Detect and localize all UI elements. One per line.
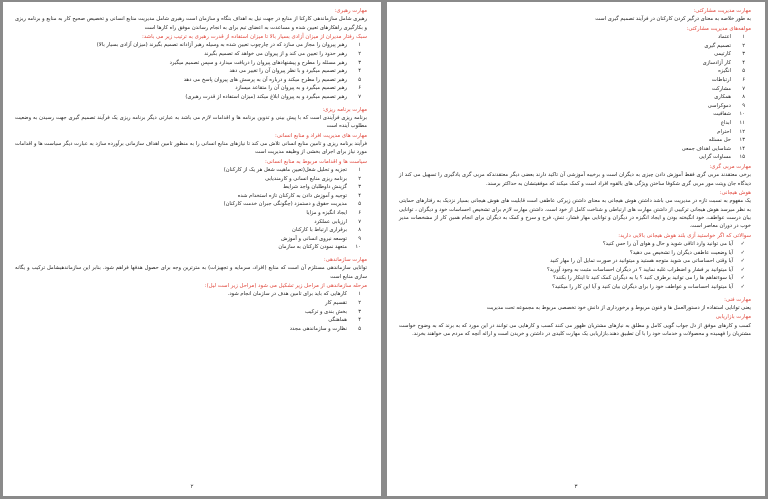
list-item-number: ۸ <box>742 94 745 101</box>
list-item-number: ۱ <box>742 34 745 41</box>
list-item <box>399 274 751 283</box>
list-item-number: ۱۲ <box>739 128 745 135</box>
list-item-number: ۳ <box>742 51 745 58</box>
ei-questions-list <box>399 240 751 292</box>
list-item-text: رهبر مسئله را مطرح و پیشنهادهای پیروان را دریافت میدارد و سپس تصمیم میگیرد <box>169 59 347 66</box>
list-item <box>399 102 751 111</box>
list-item-text: مساوات گرایی <box>698 154 731 161</box>
check-icon: ✓ <box>740 258 745 265</box>
list-item-number: ۵ <box>358 76 361 83</box>
list-item-text: ایجاد انگیزه و مزایا <box>306 209 347 216</box>
list-item <box>399 249 751 258</box>
list-item-text: همکاری <box>714 94 731 101</box>
list-item-number: ۱۵ <box>739 154 745 161</box>
check-icon: ✓ <box>740 275 745 282</box>
planning-heading: مهارت برنامه ریزی: <box>322 106 367 113</box>
coaching-heading: مهارت مربی گری: <box>709 164 751 171</box>
list-item-number: ۱ <box>358 42 361 49</box>
list-item <box>399 42 751 51</box>
list-item <box>15 308 367 317</box>
list-item-text: تصمیم گیری <box>704 42 731 49</box>
list-item <box>399 110 751 119</box>
list-item-number: ۲ <box>358 175 361 182</box>
list-item-text: نظارت و سازماندهی مجدد <box>289 325 347 332</box>
list-item <box>15 218 367 227</box>
list-item <box>15 209 367 218</box>
list-item <box>399 145 751 154</box>
list-item <box>15 59 367 68</box>
list-item-text: تقسیم کار <box>325 299 347 306</box>
list-item-number: ۵ <box>358 325 361 332</box>
check-icon: ✓ <box>740 283 745 290</box>
list-item-text: توجیه و آموزش دادن به کارکنان تازه استخدام شده <box>237 192 347 199</box>
list-item-text: مشارکت <box>711 85 731 92</box>
list-item-number: ۱۰ <box>355 244 361 251</box>
list-item-number: ۹ <box>358 235 361 242</box>
list-item <box>399 128 751 137</box>
list-item-number: ۴ <box>358 68 361 75</box>
marketing-text: کسب و کارهای موفق از دل جواب گویی کامل و مطلق به نیازهای مشتریان ظهور می کنند کسب و کارهایی می توانند در این مورد که به برند که به وضوح خواست مشتریان را فهمیده و محصولات و خدمات خود را با آن تطبیق دهند.بازاریابی یک مهارت کلیدی در داشتن و خریدن است و ارائه آنچه که مردم می خواهند بخرند. <box>399 322 751 337</box>
list-item <box>15 84 367 93</box>
list-item <box>15 290 367 299</box>
hr-policies-heading: سیاست ها و اقدامات مربوط به منابع انسانی: <box>265 158 367 165</box>
list-item <box>15 166 367 175</box>
list-item-text: رهبر تصمیم میگیرد و به پیروان ابلاغ میکند (میزان استفاده از قدرت رهبری) <box>185 93 347 100</box>
list-item-text: آیا سوءتفاهم ها را می توانید برطرف کنید ؟ یا به دیگران کمک کنید تا اینکار را بکنند؟ <box>553 275 733 282</box>
hr-skills-text: فرآیند برنامه ریزی و تامین منابع انسانی تلاش می کند تا نیازهای منابع انسانی را به منظور تامین اهداف سازمانی برآورده سازد به عبارت دیگر سیاست ها و اقدامات مورد نیاز برای اجرای بخشی از وظیفه مدیریت است <box>15 140 367 156</box>
list-item-text: بخش بندی و ترکیب <box>304 308 347 315</box>
list-item-text: تجزیه و تحلیل شغل(تعیین ماهیت شغل هر یک از کارکنان) <box>223 166 347 173</box>
leadership-heading: مهارت رهبری: <box>334 8 367 14</box>
left-page <box>3 2 381 496</box>
check-icon: ✓ <box>740 241 745 248</box>
list-item-text: حل مسئله <box>708 137 731 144</box>
list-item-text: ابداع <box>720 120 731 127</box>
list-item-number: ۱ <box>358 166 361 173</box>
list-item <box>15 175 367 184</box>
list-item <box>15 93 367 102</box>
list-item <box>399 67 751 76</box>
list-item <box>15 192 367 201</box>
list-item-text: کار آزادسازی <box>702 59 731 66</box>
participative-heading: مهارت مدیریت مشارکتی: <box>693 8 751 14</box>
list-item-number: ۷ <box>358 218 361 225</box>
page-number: ۲ <box>190 484 194 490</box>
list-item <box>15 76 367 85</box>
list-item <box>399 283 751 292</box>
manager-styles-heading: سبک رفتار مدیران از میزان آزادی بسیار بالا تا میزان استفاده از قدرت رهبری به ترتیب زیر می باشد: <box>142 34 367 40</box>
technical-heading: مهارت فنی: <box>724 296 751 303</box>
list-item <box>15 316 367 325</box>
list-item-number: ۴ <box>742 59 745 66</box>
list-item-text: توسعه نیروی انسانی و آموزش <box>281 235 347 242</box>
list-item-text: شفافیت <box>713 111 731 118</box>
list-item-text: آیا وضعیت عاطفی دیگران را تشخیص می دهید؟ <box>629 249 733 256</box>
list-item-text: رهبر تصمیم میگیرد و با نظر پیروان آن را تغییر می دهد <box>229 68 347 75</box>
list-item <box>399 59 751 68</box>
list-item-number: ۱۰ <box>739 111 745 118</box>
list-item-number: ۵ <box>358 201 361 208</box>
list-item-text: کارتیمی <box>714 51 731 58</box>
list-item <box>15 67 367 76</box>
list-item-number: ۵ <box>742 68 745 75</box>
list-item-text: شناسایی اهداف جمعی <box>681 145 731 152</box>
list-item-number: ۶ <box>358 209 361 216</box>
list-item-text: گزینش داوطلبان واجد شرایط <box>283 184 347 191</box>
list-item-text: احترام <box>717 128 731 135</box>
marketing-heading: مهارت بازاریابی <box>715 314 751 321</box>
list-item-number: ۲ <box>358 51 361 57</box>
participative-components-heading: مولفه‌های مدیریت مشارکتی: <box>686 25 751 32</box>
hr-skills-heading: مهارت های مدیریت افراد و منابع انسانی: <box>275 132 367 139</box>
list-item-number: ۴ <box>358 192 361 199</box>
planning-text: برنامه ریزی فرآیندی است که با پیش بینی و تدوین برنامه ها و اقدامات لازم می باشد به عبارتی دیگر برنامه ریزی یک فرآیند تصمیم گیری جهت رسیدن به وضعیت مطلوب آینده است <box>15 114 367 130</box>
hr-policies-list <box>15 166 367 252</box>
right-page <box>387 2 765 496</box>
list-item <box>15 183 367 192</box>
technical-text: یعنی توانایی استفاده از دستورالعمل ها و فنون مربوط و برخورداری از دانش خود تخصصی مربوط به مجموعه تحت مدیریت <box>486 304 751 311</box>
list-item <box>15 226 367 235</box>
list-item-number: ۱۱ <box>739 120 745 127</box>
list-item <box>399 93 751 102</box>
list-item <box>399 257 751 266</box>
list-item-number: ۱۴ <box>739 145 745 152</box>
list-item-number: ۹ <box>742 102 745 109</box>
list-item <box>15 325 367 334</box>
list-item-text: هماهنگی <box>328 317 347 324</box>
list-item <box>15 50 367 59</box>
list-item <box>399 153 751 162</box>
list-item <box>399 266 751 275</box>
list-item-text: ارتباطات <box>711 77 731 84</box>
list-item <box>15 235 367 244</box>
manager-styles-list <box>15 41 367 101</box>
coaching-text: برخی معتقدند مربی گری فقط آموزش دادن چیزی به دیگران است و برخیبه آموزشی آن تاکید دارند بعضی دیگر معتقدندکه مربی گری یادگیری را تسهیل می کند از دیدگاه جان ویتت مور مربی گری شکوفا ساختن ویژگی های بالقوه افراد است و کمک میکند که موفقیتشان به حداکثر برسند. <box>399 172 751 187</box>
list-item-number: ۴ <box>358 317 361 324</box>
page-number: ۳ <box>574 484 578 490</box>
list-item-text: رهبر پیروان را مجاز می سازد که در چارچوب تعیین شده به وسیله رهبر آزادانه تصمیم بگیرند (میزان آزادی بسیار بالا) <box>96 42 347 49</box>
list-item-number: ۱۳ <box>739 137 745 144</box>
list-item-number: ۲ <box>742 42 745 49</box>
list-item-text: انگیزه <box>718 68 731 75</box>
list-item <box>15 243 367 252</box>
list-item <box>399 33 751 42</box>
list-item-text: آیا میتوانید احساسات و عواطف خود را برای دیگران بیان کنید و آیا این کار را میکنید؟ <box>551 283 733 290</box>
leadership-text: رهبری شامل سازماندهی کارکنا از منابع در جهت نیل به اهداف بنگاه و سازمان است رهبری شامل مدیریت منابع انسانی و تخصیص صحیح کار به منابع و برنامه ریزی و بکارگیری راهکارهای تعیین شده و مساعدت به اعضای تیم برای به انجام رساندن موفق راه کارها است <box>15 16 367 31</box>
check-icon: ✓ <box>740 249 745 256</box>
list-item-text: رهبر تصمیم میگیرد و به پیروان آن را متقاعد میسازد <box>235 85 347 92</box>
organizing-steps-heading: مرحله سازماندهی از مراحل زیر تشکیل می شود (مراحل زیر است لیل): <box>204 282 367 289</box>
list-item <box>399 240 751 249</box>
list-item <box>399 76 751 85</box>
list-item-number: ۶ <box>358 85 361 92</box>
participative-text: به طور خلاصه به معنای درگیر کردن کارکنان در فرآیند تصمیم گیری است <box>595 16 751 23</box>
list-item-number: ۶ <box>742 77 745 84</box>
list-item-text: آیا وقتی احساساتی می شوید متوجه هستید و میتوانید در صورت تمایل آن را مهار کنید <box>550 258 733 265</box>
participative-components-list <box>399 33 751 162</box>
check-icon: ✓ <box>740 266 745 273</box>
list-item-text: آیا میتوانید بر فشار و اضطراب غلبه نمایید ؟ در دیگران احساسات مثبت به وجود آورید؟ <box>546 266 733 273</box>
list-item <box>15 200 367 209</box>
emotional-intelligence-text: یک مفهوم به نسبت تازه در مدیریت می باشد داشتن هوش هیجانی به معنای داشتن زیرکی عاطفی است قابلیت های هوش هیجانی بسیار نزدیک به رفتارهای حمایتی به نظر میرسد هوش هیجانی ترکیبی از داشتن مهارت های ارتباطی و شناخت کامل از خود است. داشتن مهارت لازم برای تشخیص احساسات خود و دیگران ، توانایی بیان درست عواطف، خود انگیخته بودن و ایجاد انگیزه در دیگران و توانایی مهار فشار، تنش، فرح و سرخ و کمک به دیگران برای انجام همین کار از مشخصات مدیر خوب در دوران معاصر است. <box>399 198 751 230</box>
list-item-text: دموکراسی <box>707 102 731 109</box>
emotional-intelligence-heading: هوش هیجانی: <box>719 190 751 197</box>
list-item-text: مدیریت حقوق و دستمزد (چگونگی جبران خدمت کارکنان) <box>223 201 347 208</box>
organizing-text: توانایی سازماندهی مستلزم آن است که منابع (افراد، سرمایه و تجهیزات) به مترترین وجه برای حصول هدفها فراهم شود. بنابر این سازماندهیشامل ترکیب و یگانه سازی منابع است <box>15 265 367 280</box>
list-item <box>399 50 751 59</box>
list-item <box>399 136 751 145</box>
list-item-number: ۷ <box>742 85 745 92</box>
list-item-text: رهبر تصمیم را مطرح میکند و درباره آن به پرسش های پیروان پاسخ می دهد <box>183 76 347 83</box>
list-item-text: متعهد نمودن کارکنان به سازمان <box>278 244 347 251</box>
list-item-text: کارهایی که باید برای تامین هدف در سازمان انجام شود. <box>227 291 347 298</box>
list-item-text: برنامه ریزی منابع انسانی و کارمندیابی <box>265 175 347 182</box>
list-item-text: اعتماد <box>718 34 731 41</box>
list-item-number: ۳ <box>358 59 361 66</box>
list-item-text: رهبر حدود را تعیین می کند و از پیروان می خواهد که تصمیم بگیرند <box>204 51 347 57</box>
list-item-text: برقراری ارتباط با کارکنان <box>292 227 347 234</box>
list-item-number: ۱ <box>358 291 361 298</box>
list-item-text: آیا می توانید وارد اتاقی شوید و حال و هوای آن را حس کنید؟ <box>602 241 733 248</box>
organizing-heading: مهارت سازماندهی: <box>323 256 367 263</box>
list-item-number: ۳ <box>358 308 361 315</box>
list-item-number: ۲ <box>358 299 361 306</box>
list-item-number: ۸ <box>358 227 361 234</box>
ei-questions-heading: سوالاتی که اگر خواستید آزی بلند هوش هیجانی بالایی دارید: <box>618 232 751 239</box>
organizing-steps-list <box>15 290 367 333</box>
list-item-text: ارزیابی عملکرد <box>314 218 347 225</box>
list-item-number: ۷ <box>358 93 361 100</box>
list-item <box>399 119 751 128</box>
list-item <box>15 299 367 308</box>
list-item <box>15 41 367 50</box>
list-item <box>399 85 751 94</box>
list-item-number: ۳ <box>358 184 361 191</box>
